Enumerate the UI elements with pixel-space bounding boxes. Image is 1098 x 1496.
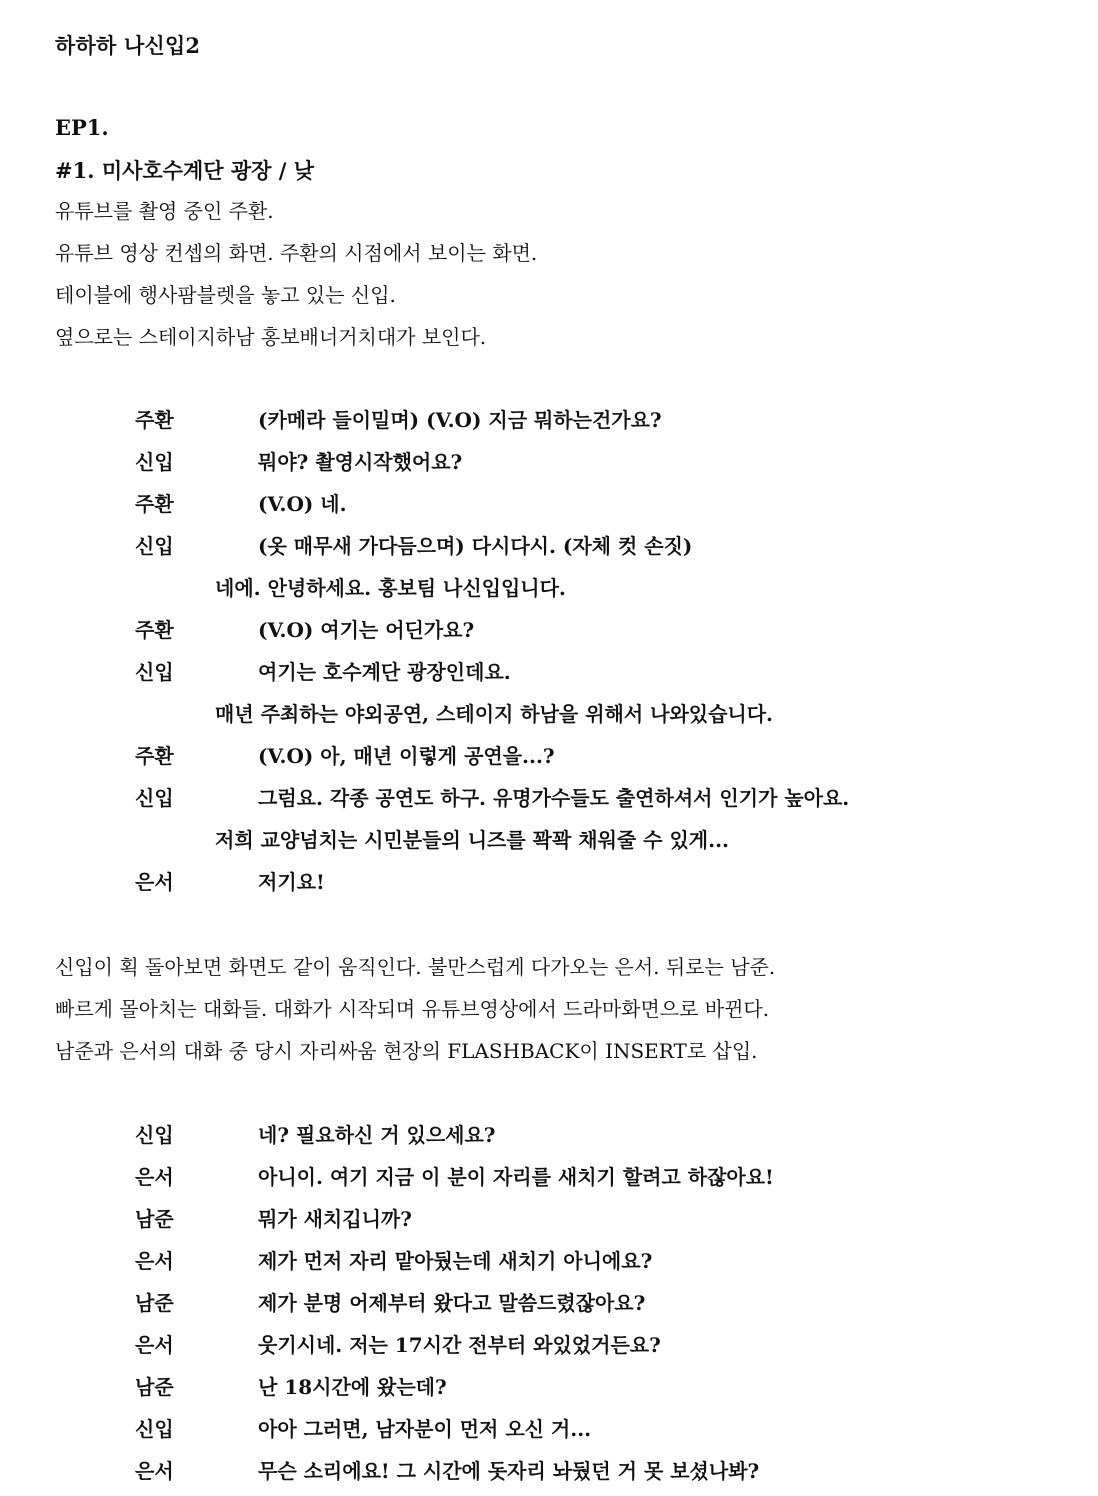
speaker-name: 남준 (135, 1375, 174, 1399)
dialog-line: 저기요! (258, 870, 325, 894)
dialog-continuation: 네에. 안녕하세요. 홍보팀 나신입입니다. (215, 576, 566, 600)
dialog-row (0, 483, 1098, 525)
dialog-line: 무슨 소리에요! 그 시간에 돗자리 놔뒀던 거 못 보셨나봐? (258, 1459, 760, 1483)
speaker-name: 은서 (135, 1165, 174, 1189)
scene-heading: #1. 미사호수계단 광장 / 낮 (55, 158, 315, 183)
dialog-line: 아아 그러면, 남자분이 먼저 오신 거... (258, 1417, 592, 1441)
speaker-name: 남준 (135, 1207, 174, 1231)
dialog-line: 제가 분명 어제부터 왔다고 말씀드렸잖아요? (258, 1291, 646, 1315)
document-title: 하하하 나신입2 (55, 33, 201, 58)
speaker-name: 남준 (135, 1291, 174, 1315)
dialog-continuation-row (0, 567, 1098, 609)
action-line: 테이블에 행사팜블렛을 놓고 있는 신입. (55, 283, 396, 307)
dialog-row (0, 1156, 1098, 1198)
speaker-name: 은서 (135, 1459, 174, 1483)
dialog-line: 난 18시간에 왔는데? (258, 1375, 447, 1399)
action-line: 남준과 은서의 대화 중 당시 자리싸움 현장의 FLASHBACK이 INSERT로 삽입. (55, 1039, 758, 1063)
dialog-line: 그럼요. 각종 공연도 하구. 유명가수들도 출연하셔서 인기가 높아요. (258, 786, 850, 810)
dialog-row (0, 777, 1098, 819)
dialog-block-2 (0, 1114, 1098, 1492)
dialog-line: 네? 필요하신 거 있으세요? (258, 1123, 496, 1147)
dialog-row (0, 1366, 1098, 1408)
action-line: 유튜브를 촬영 중인 주환. (55, 199, 274, 223)
dialog-row (0, 735, 1098, 777)
speaker-name: 주환 (135, 618, 174, 642)
dialog-row (0, 1282, 1098, 1324)
dialog-line: (카메라 들이밀며) (V.O) 지금 뭐하는건가요? (258, 408, 662, 432)
dialog-line: (V.O) 여기는 어딘가요? (258, 618, 475, 642)
episode-heading: EP1. (55, 115, 109, 140)
dialog-row (0, 1114, 1098, 1156)
dialog-row (0, 1240, 1098, 1282)
dialog-row (0, 1324, 1098, 1366)
dialog-line: 아니이. 여기 지금 이 분이 자리를 새치기 할려고 하잖아요! (258, 1165, 774, 1189)
dialog-line: (옷 매무새 가다듬으며) 다시다시. (자체 컷 손짓) (258, 534, 693, 558)
action-block-1 (55, 190, 1065, 358)
speaker-name: 은서 (135, 1249, 174, 1273)
speaker-name: 은서 (135, 1333, 174, 1357)
dialog-row (0, 441, 1098, 483)
dialog-line: 여기는 호수계단 광장인데요. (258, 660, 511, 684)
dialog-row (0, 1198, 1098, 1240)
speaker-name: 은서 (135, 870, 174, 894)
dialog-line: 제가 먼저 자리 맡아뒀는데 새치기 아니에요? (258, 1249, 653, 1273)
dialog-row (0, 1408, 1098, 1450)
dialog-row (0, 609, 1098, 651)
speaker-name: 신입 (135, 534, 174, 558)
dialog-line: (V.O) 아, 매년 이렇게 공연을...? (258, 744, 555, 768)
speaker-name: 신입 (135, 450, 174, 474)
action-line: 빠르게 몰아치는 대화들. 대화가 시작되며 유튜브영상에서 드라마화면으로 바뀐다. (55, 997, 770, 1021)
dialog-row (0, 525, 1098, 567)
dialog-continuation-row (0, 819, 1098, 861)
dialog-continuation: 저희 교양넘치는 시민분들의 니즈를 꽉꽉 채워줄 수 있게... (215, 828, 729, 852)
speaker-name: 신입 (135, 660, 174, 684)
dialog-line: 웃기시네. 저는 17시간 전부터 와있었거든요? (258, 1333, 661, 1357)
dialog-line: 뭐가 새치깁니까? (258, 1207, 412, 1231)
action-block-2 (55, 946, 1065, 1072)
speaker-name: 신입 (135, 786, 174, 810)
dialog-row (0, 1450, 1098, 1492)
speaker-name: 주환 (135, 408, 174, 432)
speaker-name: 주환 (135, 744, 174, 768)
speaker-name: 주환 (135, 492, 174, 516)
speaker-name: 신입 (135, 1417, 174, 1441)
action-line: 옆으로는 스테이지하남 홍보배너거치대가 보인다. (55, 325, 487, 349)
speaker-name: 신입 (135, 1123, 174, 1147)
action-line: 유튜브 영상 컨셉의 화면. 주환의 시점에서 보이는 화면. (55, 241, 538, 265)
dialog-line: 뭐야? 촬영시작했어요? (258, 450, 463, 474)
action-line: 신입이 획 돌아보면 화면도 같이 움직인다. 불만스럽게 다가오는 은서. 뒤로는 남준. (55, 955, 776, 979)
dialog-row (0, 651, 1098, 693)
dialog-continuation-row (0, 693, 1098, 735)
dialog-block-1 (0, 399, 1098, 903)
dialog-line: (V.O) 네. (258, 492, 347, 516)
dialog-row (0, 399, 1098, 441)
dialog-continuation: 매년 주최하는 야외공연, 스테이지 하남을 위해서 나와있습니다. (215, 702, 774, 726)
dialog-row (0, 861, 1098, 903)
